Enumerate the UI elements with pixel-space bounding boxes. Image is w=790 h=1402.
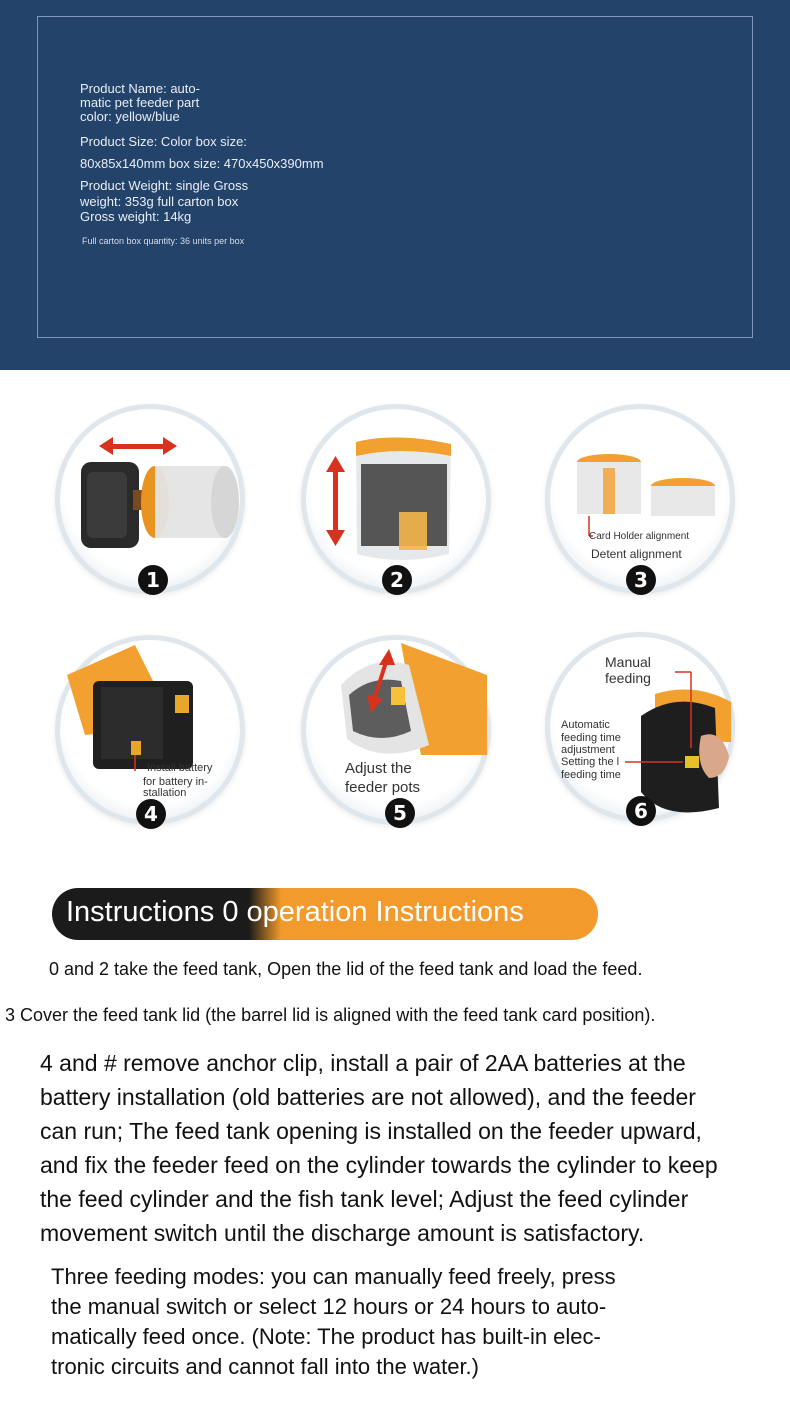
step-5-illustration: [301, 635, 491, 835]
auto-feeding-label-line5: feeding time: [561, 769, 621, 781]
spec-name-line2: matic pet feeder part: [80, 95, 200, 110]
instruction-step-4-line4: and fix the feeder feed on the cylinder towards the cylinder to keep: [40, 1152, 718, 1178]
step-4-caption-line2: for battery in-: [143, 776, 208, 788]
manual-feeding-label-line2: feeding: [605, 670, 651, 686]
step-5-caption-line2: feeder pots: [345, 779, 421, 796]
spec-weight-line3: Gross weight: 14kg: [80, 209, 192, 224]
instruction-step-1-2: 0 and 2 take the feed tank, Open the lid of the feed tank and load the feed.: [49, 959, 643, 979]
feeding-modes-block: [51, 1262, 616, 1382]
spec-quantity: Full carton box quantity: 36 units per box: [82, 236, 245, 246]
auto-feeding-label-line3: adjustment: [561, 744, 615, 756]
step-3-illustration: [545, 404, 735, 604]
step-3-caption-line2: Detent alignment: [591, 547, 682, 561]
step-number-badge: 6: [626, 796, 656, 826]
step-number-badge: 4: [136, 799, 166, 829]
instruction-step-4-line3: can run; The feed tank opening is installed on the feeder upward,: [40, 1118, 702, 1144]
auto-feeding-label-line2: feeding time: [561, 732, 621, 744]
step-4-caption-line1: Install battery: [147, 762, 213, 774]
feeding-modes-line4: tronic circuits and cannot fall into the water.): [51, 1354, 479, 1379]
step-2-illustration: [301, 404, 491, 604]
spec-size-line1: Product Size: Color box size:: [80, 134, 247, 149]
spec-weight-line2: weight: 353g full carton box: [80, 194, 239, 209]
manual-feeding-label-line1: Manual: [605, 654, 651, 670]
step-1-illustration: [55, 404, 245, 604]
instruction-step-4-line5: the feed cylinder and the fish tank level; Adjust the feed cylinder: [40, 1186, 689, 1212]
step-6-illustration: [545, 632, 735, 832]
instruction-step-4-block: [40, 1046, 718, 1250]
spec-weight-line1: Product Weight: single Gross: [80, 178, 249, 193]
spec-frame: [37, 16, 753, 338]
step-number-badge: 1: [138, 565, 168, 595]
step-4-caption-line3: stallation: [143, 787, 187, 799]
step-number-badge: 5: [385, 798, 415, 828]
step-number-badge: 2: [382, 565, 412, 595]
double-arrow-icon: [99, 437, 177, 455]
step-number-badge: 3: [626, 565, 656, 595]
step-5-caption-line1: Adjust the: [345, 760, 412, 777]
instructions-banner: [52, 888, 598, 940]
feeder-pot-adjust-image: [301, 635, 491, 825]
step-3-caption-line1: Card Holder alignment: [589, 531, 690, 542]
feeding-modes-line2: the manual switch or select 12 hours or 24 hours to auto-: [51, 1294, 607, 1319]
auto-feeding-label-line1: Automatic: [561, 719, 610, 731]
instruction-step-4-line1: 4 and # remove anchor clip, install a pair of 2AA batteries at the: [40, 1050, 686, 1076]
instruction-step-4-line6: movement switch until the discharge amount is satisfactory.: [40, 1220, 645, 1246]
instruction-step-3: 3 Cover the feed tank lid (the barrel lid is aligned with the feed tank card position).: [5, 1005, 656, 1025]
product-spec-panel: [0, 0, 790, 370]
auto-feeding-label-line4: Setting the l: [561, 756, 620, 768]
step-4-illustration: [55, 635, 245, 835]
feeding-modes-line1: Three feeding modes: you can manually feed freely, press: [51, 1264, 616, 1289]
banner-title: Instructions 0 operation Instructions: [66, 896, 524, 928]
spec-color: color: yellow/blue: [80, 109, 180, 124]
instruction-step-4-line2: battery installation (old batteries are not allowed), and the feeder: [40, 1084, 696, 1110]
feeding-modes-line3: matically feed once. (Note: The product has built-in elec-: [51, 1324, 601, 1349]
spec-name-line1: Product Name: auto-: [80, 81, 200, 96]
spec-size-line2: 80x85x140mm box size: 470x450x390mm: [80, 156, 324, 171]
vertical-arrow-icon: [326, 456, 345, 546]
